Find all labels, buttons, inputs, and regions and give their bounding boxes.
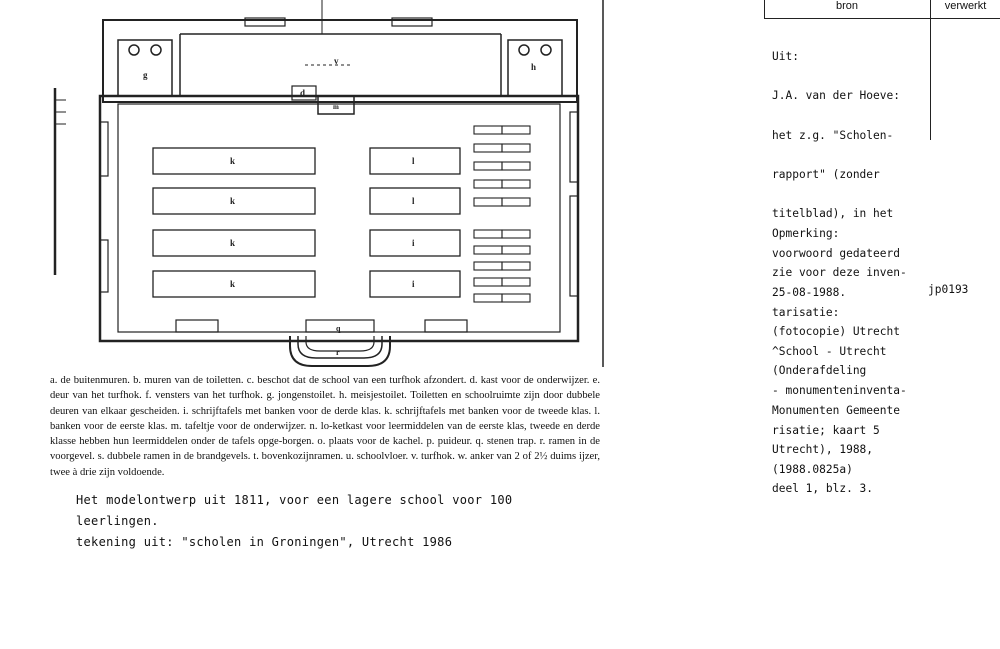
label-k2: k — [230, 196, 236, 206]
label-i2: i — [412, 279, 415, 289]
source-line: 25-08-1988. — [772, 285, 847, 299]
label-k3: k — [230, 238, 236, 248]
school-outer-wall — [100, 96, 578, 341]
label-l2: l — [412, 196, 415, 206]
source-line: het z.g. "Scholen- — [772, 128, 894, 142]
remark-line: risatie; kaart 5 — [772, 423, 880, 437]
remark-line: Opmerking: — [772, 227, 840, 241]
label-l1: l — [412, 156, 415, 166]
caption-line: Het modelontwerp uit 1811, voor een lagere school voor 100 — [76, 493, 513, 507]
source-line: J.A. van der Hoeve: — [772, 89, 900, 103]
turfhok-outer-wall — [103, 20, 577, 102]
card-header-rule — [764, 18, 1000, 19]
remark-line: - monumenteninventa- — [772, 384, 907, 398]
label-h: h — [531, 62, 537, 72]
label-g: g — [143, 70, 148, 80]
source-line: deel 1, blz. 3. — [772, 482, 874, 496]
source-line: titelblad), in het — [772, 207, 894, 221]
label-trap: q — [336, 324, 341, 333]
label-k4: k — [230, 279, 236, 289]
label-v: v — [334, 56, 339, 66]
source-line: voorwoord gedateerd — [772, 246, 900, 260]
remark-line: tarisatie: — [772, 305, 840, 319]
source-line: rapport" (zonder — [772, 168, 880, 182]
card-header — [764, 0, 1000, 19]
caption-line: tekening uit: "scholen in Groningen", Utrecht 1986 — [76, 535, 453, 549]
caption-line: leerlingen. — [76, 514, 159, 528]
source-line: Utrecht), 1988, — [772, 443, 874, 456]
label-k1: k — [230, 156, 236, 166]
caption — [76, 490, 512, 553]
card-code: jp0193 — [928, 283, 969, 296]
source-line: Uit: — [772, 50, 799, 64]
boys-toilet — [118, 40, 172, 96]
label-pad: r — [336, 348, 340, 357]
header-bron: bron — [835, 0, 859, 12]
source-line: (Onderafdeling — [772, 364, 867, 378]
card-border-left — [764, 0, 765, 18]
remark-line: zie voor deze inven- — [772, 266, 907, 280]
source-line: Monumenten Gemeente — [772, 403, 900, 417]
source-line: (fotocopie) Utrecht — [772, 325, 900, 339]
header-verwerkt: verwerkt — [944, 0, 987, 12]
remark-line: ^School - Utrecht — [772, 345, 887, 359]
remark-line: (1988.0825a) — [772, 462, 853, 476]
label-i1: i — [412, 238, 415, 248]
label-d: d — [300, 88, 306, 98]
school-inner-wall — [118, 104, 560, 332]
remark — [772, 201, 962, 489]
label-m: m — [333, 103, 339, 111]
floor-plan — [0, 0, 610, 372]
plan-legend: a. de buitenmuren. b. muren van de toiletten. c. beschot dat de school van een turfhok afzondert. d. kast voor de onderwijzer. e. deur van het turfhok. f. vensters van het turfhok. g. jongenstoilet. h. meisjestoilet. Toiletten en schoolruimte zijn door dubbele deuren van elkaar gescheiden. i. schrijftafels met banken voor de derde klas. k. schrijftafels met banken voor de tweede klas. l. banken voor de eerste klas. m. tafeltje voor de onderwijzer. n. lo-ketkast voor leermiddelen van de eerste klas, tweede en derde klasse hebben hun leermiddelen onder de tafels opge-borgen. o. plaats voor de kachel. p. puideur. q. stenen trap. r. ramen in de voorgevel. s. dubbele ramen in de brandgevels. t. bovenkozijnramen. u. schoolvloer. v. turfhok. w. anker van 2 of 2½ duims ijzer, twee à drie zijn voldoende. — [50, 375, 600, 478]
